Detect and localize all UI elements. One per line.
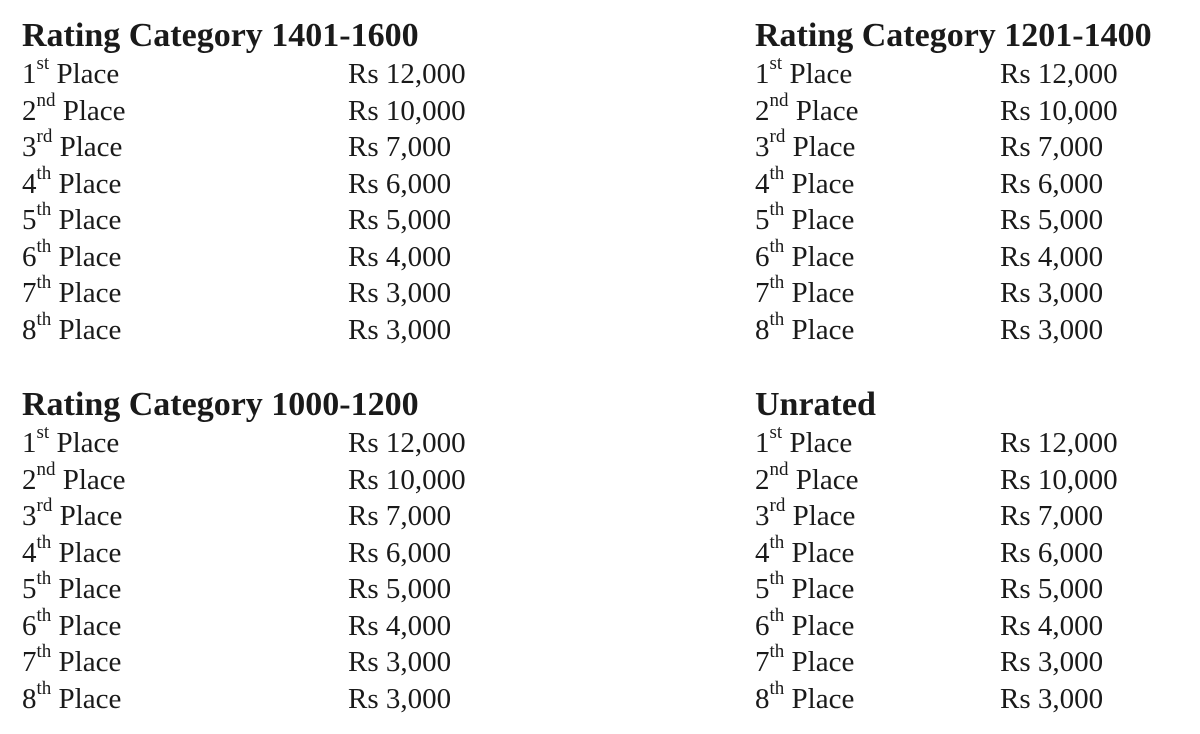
- place-label: [755, 568, 855, 608]
- ordinal-suffix: th: [769, 531, 785, 553]
- prize-row: [755, 162, 1152, 203]
- place-word: Place: [58, 573, 122, 605]
- place-label: [22, 495, 123, 535]
- ordinal-suffix: th: [36, 272, 52, 294]
- prize-amount: Rs 3,000: [348, 277, 452, 309]
- prize-row: [755, 126, 1152, 166]
- prize-amount: Rs 5,000: [1000, 573, 1104, 605]
- prize-amount: Rs 3,000: [1000, 646, 1104, 678]
- prize-row: [755, 199, 1152, 239]
- prize-amount: Rs 7,000: [348, 131, 452, 163]
- prize-row: [22, 89, 466, 130]
- place-word: Place: [791, 536, 855, 569]
- prize-amount: Rs 6,000: [1000, 536, 1104, 569]
- place-word: Place: [59, 500, 123, 532]
- place-number: 8: [755, 682, 770, 715]
- place-word: Place: [791, 204, 855, 236]
- place-word: Place: [789, 427, 853, 459]
- prize-row: [755, 568, 1104, 608]
- place-number: 4: [755, 167, 770, 200]
- place-label: [22, 531, 122, 572]
- place-number: 3: [755, 500, 770, 532]
- prize-amount: Rs 3,000: [348, 646, 452, 678]
- prize-amount: Rs 7,000: [1000, 131, 1104, 163]
- prize-list: [22, 53, 466, 348]
- ordinal-suffix: nd: [36, 458, 56, 480]
- prize-row: [22, 495, 452, 535]
- prize-amount: Rs 10,000: [1000, 94, 1118, 127]
- place-word: Place: [56, 427, 120, 459]
- category-block-unrated: [755, 385, 1118, 717]
- ordinal-suffix: th: [769, 235, 785, 257]
- place-word: Place: [62, 463, 126, 496]
- place-number: 4: [22, 536, 37, 569]
- prize-amount: Rs 3,000: [348, 682, 452, 715]
- ordinal-suffix: rd: [36, 495, 53, 517]
- place-label: [755, 641, 855, 681]
- place-number: 6: [22, 240, 37, 273]
- place-word: Place: [58, 277, 122, 309]
- place-label: [22, 422, 120, 462]
- prize-amount: Rs 3,000: [1000, 277, 1104, 309]
- ordinal-suffix: th: [769, 162, 785, 184]
- place-word: Place: [59, 131, 123, 163]
- category-block-1000-1200: [22, 385, 466, 717]
- place-word: Place: [58, 167, 122, 200]
- prize-row: [22, 126, 452, 166]
- place-number: 7: [22, 646, 37, 678]
- ordinal-suffix: nd: [769, 458, 789, 480]
- prize-row: [755, 308, 1152, 349]
- place-number: 3: [22, 131, 37, 163]
- ordinal-suffix: th: [36, 604, 52, 626]
- prize-row: [755, 272, 1152, 312]
- place-word: Place: [791, 167, 855, 200]
- place-word: Place: [791, 313, 855, 346]
- place-word: Place: [58, 204, 122, 236]
- prize-amount: Rs 10,000: [348, 94, 466, 127]
- place-label: [755, 531, 855, 572]
- place-label: [22, 308, 122, 349]
- place-label: [22, 162, 122, 203]
- category-title: Rating Category 1401-1600: [22, 17, 419, 54]
- place-word: Place: [795, 94, 859, 127]
- prize-amount: Rs 5,000: [348, 204, 452, 236]
- prize-amount: Rs 10,000: [1000, 463, 1118, 496]
- place-number: 5: [22, 204, 37, 236]
- prize-row: [755, 604, 1104, 645]
- place-number: 6: [22, 609, 37, 642]
- place-number: 3: [755, 131, 770, 163]
- place-label: [22, 89, 126, 130]
- place-number: 2: [755, 94, 770, 127]
- place-word: Place: [58, 240, 122, 273]
- prize-row: [755, 641, 1104, 681]
- place-word: Place: [792, 131, 856, 163]
- place-label: [22, 126, 123, 166]
- prize-amount: Rs 5,000: [348, 573, 452, 605]
- place-word: Place: [58, 313, 122, 346]
- place-label: [22, 677, 122, 718]
- place-label: [755, 458, 859, 499]
- place-number: 5: [755, 204, 770, 236]
- ordinal-suffix: nd: [769, 89, 789, 111]
- place-number: 5: [22, 573, 37, 605]
- place-label: [22, 235, 122, 276]
- place-word: Place: [58, 536, 122, 569]
- ordinal-suffix: th: [769, 568, 785, 590]
- prize-row: [755, 677, 1104, 718]
- place-word: Place: [58, 682, 122, 715]
- prize-amount: Rs 12,000: [348, 427, 466, 459]
- place-label: [755, 53, 853, 93]
- place-number: 5: [755, 573, 770, 605]
- prize-row: [22, 604, 452, 645]
- place-number: 6: [755, 609, 770, 642]
- place-label: [755, 89, 859, 130]
- place-word: Place: [58, 609, 122, 642]
- prize-row: [22, 677, 452, 718]
- prize-amount: Rs 6,000: [1000, 167, 1104, 200]
- prize-amount: Rs 4,000: [348, 240, 452, 273]
- place-number: 7: [755, 646, 770, 678]
- prize-row: [22, 568, 452, 608]
- place-number: 1: [22, 427, 37, 459]
- place-label: [22, 604, 122, 645]
- prize-row: [755, 531, 1104, 572]
- place-number: 2: [22, 94, 37, 127]
- ordinal-suffix: st: [36, 422, 50, 444]
- ordinal-suffix: th: [36, 531, 52, 553]
- place-number: 7: [22, 277, 37, 309]
- place-label: [755, 235, 855, 276]
- ordinal-suffix: th: [36, 641, 52, 663]
- ordinal-suffix: th: [36, 235, 52, 257]
- place-word: Place: [791, 682, 855, 715]
- place-word: Place: [58, 646, 122, 678]
- place-number: 3: [22, 500, 37, 532]
- ordinal-suffix: th: [36, 308, 52, 330]
- prize-list: [755, 53, 1152, 348]
- prize-row: [22, 53, 466, 93]
- ordinal-suffix: th: [36, 162, 52, 184]
- place-label: [22, 641, 122, 681]
- prize-row: [22, 308, 452, 349]
- prize-row: [755, 235, 1152, 276]
- category-title: Unrated: [755, 386, 876, 423]
- prize-row: [22, 235, 452, 276]
- place-word: Place: [792, 500, 856, 532]
- place-label: [755, 126, 856, 166]
- ordinal-suffix: st: [769, 422, 783, 444]
- prize-amount: Rs 7,000: [348, 500, 452, 532]
- category-block-1401-1600: [22, 16, 466, 348]
- ordinal-suffix: nd: [36, 89, 56, 111]
- place-label: [22, 458, 126, 499]
- prize-amount: Rs 12,000: [348, 58, 466, 90]
- prize-amount: Rs 4,000: [1000, 240, 1104, 273]
- prize-row: [22, 422, 466, 462]
- prize-row: [755, 89, 1152, 130]
- place-label: [755, 677, 855, 718]
- place-label: [755, 604, 855, 645]
- place-number: 1: [755, 58, 770, 90]
- ordinal-suffix: rd: [36, 126, 53, 148]
- place-number: 7: [755, 277, 770, 309]
- place-word: Place: [791, 573, 855, 605]
- prize-amount: Rs 6,000: [348, 167, 452, 200]
- ordinal-suffix: rd: [769, 126, 786, 148]
- place-number: 2: [755, 463, 770, 496]
- category-title: Rating Category 1000-1200: [22, 386, 419, 423]
- ordinal-suffix: th: [769, 677, 785, 699]
- prize-amount: Rs 10,000: [348, 463, 466, 496]
- prize-row: [755, 495, 1104, 535]
- place-word: Place: [789, 58, 853, 90]
- ordinal-suffix: th: [769, 604, 785, 626]
- place-word: Place: [62, 94, 126, 127]
- prize-amount: Rs 5,000: [1000, 204, 1104, 236]
- place-label: [755, 162, 855, 203]
- prize-row: [22, 531, 452, 572]
- place-label: [755, 422, 853, 462]
- place-number: 1: [755, 427, 770, 459]
- place-number: 6: [755, 240, 770, 273]
- prize-amount: Rs 12,000: [1000, 58, 1118, 90]
- ordinal-suffix: th: [769, 641, 785, 663]
- ordinal-suffix: st: [769, 53, 783, 75]
- place-word: Place: [791, 646, 855, 678]
- prize-list: [22, 422, 466, 717]
- ordinal-suffix: th: [769, 199, 785, 221]
- prize-row: [22, 458, 466, 499]
- prize-amount: Rs 12,000: [1000, 427, 1118, 459]
- prize-row: [22, 199, 452, 239]
- category-title: Rating Category 1201-1400: [755, 17, 1152, 54]
- prize-amount: Rs 4,000: [1000, 609, 1104, 642]
- prize-amount: Rs 3,000: [1000, 313, 1104, 346]
- place-number: 4: [22, 167, 37, 200]
- ordinal-suffix: th: [36, 199, 52, 221]
- place-number: 1: [22, 58, 37, 90]
- prize-amount: Rs 4,000: [348, 609, 452, 642]
- place-label: [755, 272, 855, 312]
- prize-row: [755, 458, 1118, 499]
- place-label: [755, 308, 855, 349]
- prize-row: [22, 641, 452, 681]
- category-block-1201-1400: [755, 16, 1152, 348]
- prize-amount: Rs 3,000: [348, 313, 452, 346]
- place-number: 4: [755, 536, 770, 569]
- place-label: [755, 495, 856, 535]
- ordinal-suffix: th: [36, 568, 52, 590]
- prize-row: [22, 272, 452, 312]
- prize-amount: Rs 7,000: [1000, 500, 1104, 532]
- place-label: [755, 199, 855, 239]
- prize-row: [755, 53, 1152, 93]
- prize-row: [755, 422, 1118, 462]
- ordinal-suffix: th: [36, 677, 52, 699]
- place-label: [22, 199, 122, 239]
- place-number: 8: [755, 313, 770, 346]
- place-label: [22, 272, 122, 312]
- ordinal-suffix: st: [36, 53, 50, 75]
- ordinal-suffix: th: [769, 272, 785, 294]
- ordinal-suffix: rd: [769, 495, 786, 517]
- prize-row: [22, 162, 452, 203]
- place-word: Place: [795, 463, 859, 496]
- prize-amount: Rs 6,000: [348, 536, 452, 569]
- place-number: 2: [22, 463, 37, 496]
- place-label: [22, 568, 122, 608]
- prize-list: [755, 422, 1118, 717]
- place-word: Place: [56, 58, 120, 90]
- place-number: 8: [22, 682, 37, 715]
- place-label: [22, 53, 120, 93]
- place-word: Place: [791, 277, 855, 309]
- prize-amount: Rs 3,000: [1000, 682, 1104, 715]
- place-number: 8: [22, 313, 37, 346]
- ordinal-suffix: th: [769, 308, 785, 330]
- place-word: Place: [791, 609, 855, 642]
- place-word: Place: [791, 240, 855, 273]
